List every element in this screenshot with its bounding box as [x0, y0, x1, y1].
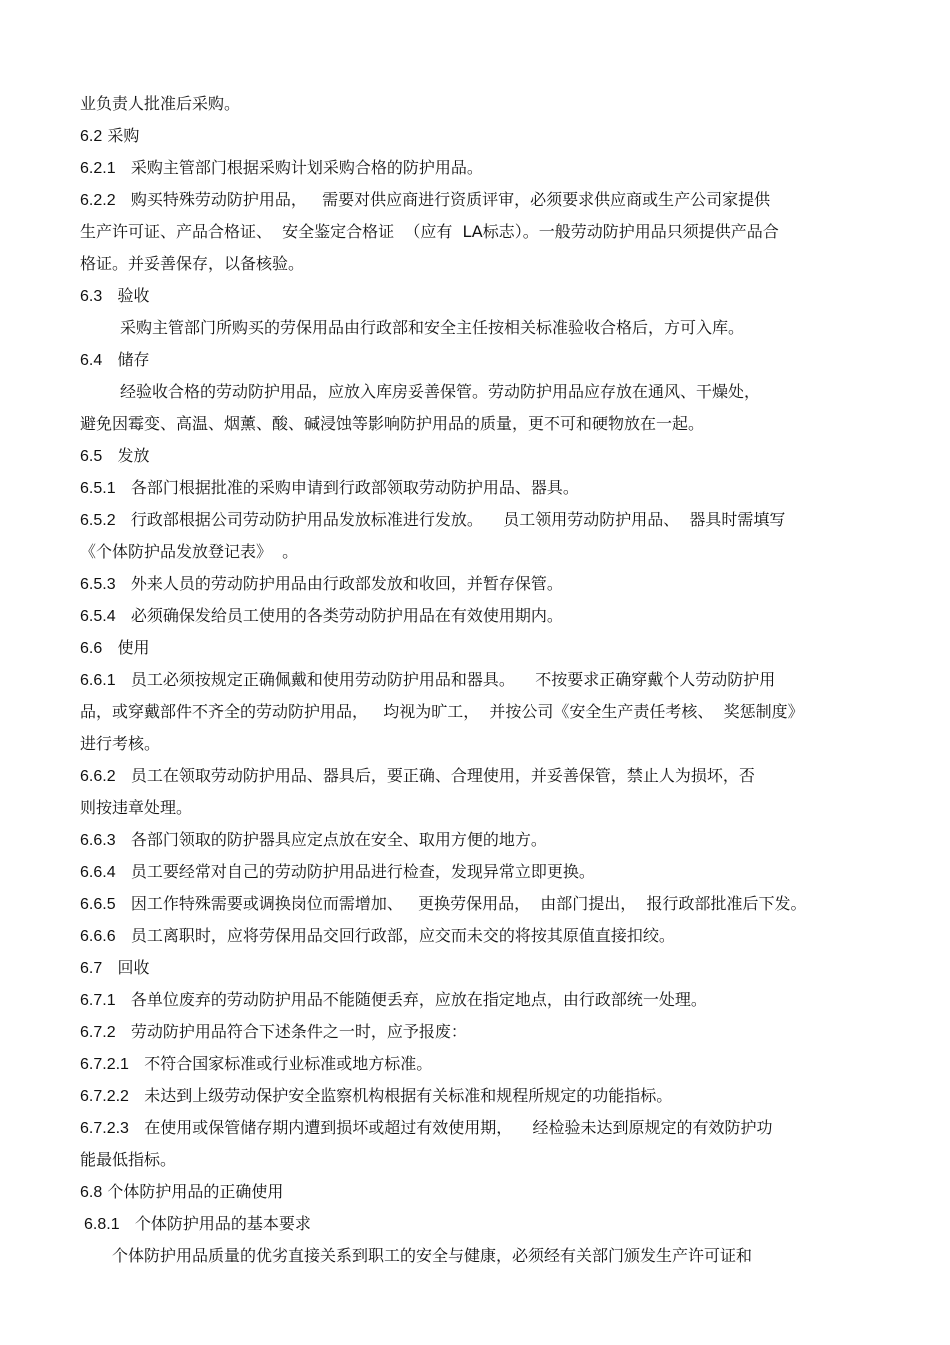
text-line: [80, 952, 880, 984]
section-number: 6.5: [80, 448, 103, 465]
text-line: [80, 216, 880, 248]
line-text: 员工必须按规定正确佩戴和使用劳动防护用品和器具。 不按要求正确穿戴个人劳动防护用: [115, 670, 776, 689]
line-text: 因工作特殊需要或调换岗位而需增加、 更换劳保用品， 由部门提出， 报行政部批准后下发。: [115, 894, 807, 913]
text-line: [80, 152, 880, 184]
section-number: 6.7.2.2: [80, 1088, 129, 1105]
text-line: [80, 504, 880, 536]
section-number: 6.6.4: [80, 864, 116, 881]
line-text: 个体防护用品的基本要求: [119, 1214, 311, 1233]
section-number: 6.6.5: [80, 896, 116, 913]
line-text: 购买特殊劳动防护用品， 需要对供应商进行资质评审，必须要求供应商或生产公司家提供: [115, 190, 771, 209]
line-text: 各部门根据批准的采购申请到行政部领取劳动防护用品、器具。: [115, 478, 579, 497]
text-line: [80, 824, 880, 856]
text-line: [80, 184, 880, 216]
line-text: 员工要经常对自己的劳动防护用品进行检查，发现异常立即更换。: [115, 862, 595, 881]
section-number: 6.6.6: [80, 928, 116, 945]
text-line: [80, 1208, 880, 1240]
section-number: 6.8.1: [84, 1216, 120, 1233]
line-text: 不符合国家标准或行业标准或地方标准。: [128, 1054, 433, 1073]
section-number: 6.5.2: [80, 512, 116, 529]
line-text: 发放: [102, 446, 150, 465]
section-number: 6.4: [80, 352, 103, 369]
text-line: [80, 1016, 880, 1048]
section-number: 6.5.3: [80, 576, 116, 593]
section-number: 6.7: [80, 960, 103, 977]
text-line: [80, 1144, 880, 1176]
section-number: 6.2: [80, 128, 103, 145]
text-line: [80, 376, 880, 408]
line-text: 回收: [102, 958, 150, 977]
line-text: 各单位废弃的劳动防护用品不能随便丢弃，应放在指定地点，由行政部统一处理。: [115, 990, 707, 1009]
text-line: [80, 984, 880, 1016]
text-line: [80, 248, 880, 280]
line-text: 必须确保发给员工使用的各类劳动防护用品在有效使用期内。: [115, 606, 563, 625]
section-number: 6.6: [80, 640, 103, 657]
text-line: [80, 472, 880, 504]
text-line: [80, 792, 880, 824]
section-number: 6.7.2.1: [80, 1056, 129, 1073]
line-text: 各部门领取的防护器具应定点放在安全、取用方便的地方。: [115, 830, 547, 849]
text-line: [80, 760, 880, 792]
line-text: 验收: [102, 286, 150, 305]
section-number: 6.2.2: [80, 192, 116, 209]
line-text: 个体防护用品质量的优劣直接关系到职工的安全与健康，必须经有关部门颁发生产许可证和: [112, 1246, 753, 1265]
text-line: [80, 440, 880, 472]
line-text: 储存: [102, 350, 150, 369]
line-text: 品，或穿戴部件不齐全的劳动防护用品， 均视为旷工， 并按公司《安全生产责任考核、 奖惩制度》: [80, 702, 804, 721]
line-text: 采购主管部门根据采购计划采购合格的防护用品。: [115, 158, 483, 177]
line-text: 员工离职时，应将劳保用品交回行政部，应交而未交的将按其原值直接扣绞。: [115, 926, 675, 945]
line-text: 采购: [102, 126, 140, 145]
section-number: 6.3: [80, 288, 103, 305]
line-text: 进行考核。: [80, 734, 161, 753]
section-number: 6.6.2: [80, 768, 116, 785]
section-number: 6.7.2: [80, 1024, 116, 1041]
text-line: [80, 920, 880, 952]
text-line: [80, 856, 880, 888]
text-line: [80, 280, 880, 312]
section-number: 6.5.4: [80, 608, 116, 625]
text-line: [80, 312, 880, 344]
section-number: 6.8: [80, 1184, 103, 1201]
section-number: 6.7.1: [80, 992, 116, 1009]
line-text: 采购主管部门所购买的劳保用品由行政部和安全主任按相关标准验收合格后，方可入库。: [120, 318, 745, 337]
line-text: 《个体防护品发放登记表》 。: [80, 542, 299, 561]
text-line: [80, 664, 880, 696]
text-line: [80, 1112, 880, 1144]
text-line: [80, 728, 880, 760]
line-text: 外来人员的劳动防护用品由行政部发放和收回，并暂存保管。: [115, 574, 563, 593]
line-text: 避免因霉变、高温、烟薰、酸、碱浸蚀等影响防护用品的质量，更不可和硬物放在一起。: [80, 414, 705, 433]
line-text: 员工在领取劳动防护用品、器具后，要正确、合理使用，并妥善保管，禁止人为损坏，否: [115, 766, 755, 785]
section-number: 6.5.1: [80, 480, 116, 497]
text-line: [80, 88, 880, 120]
text-line: [80, 696, 880, 728]
section-number: 6.7.2.3: [80, 1120, 129, 1137]
line-text: 经验收合格的劳动防护用品，应放入库房妥善保管。劳动防护用品应存放在通风、干燥处，: [120, 382, 761, 401]
line-text: 生产许可证、产品合格证、 安全鉴定合格证 （应有 LA标志）。一般劳动防护用品只须提供产品合: [80, 222, 779, 241]
text-line: [80, 1176, 880, 1208]
text-line: [80, 600, 880, 632]
text-line: [80, 120, 880, 152]
line-text: 业负责人批准后采购。: [80, 94, 241, 113]
text-line: [80, 1048, 880, 1080]
text-line: [80, 344, 880, 376]
line-text: 使用: [102, 638, 150, 657]
line-text: 行政部根据公司劳动防护用品发放标准进行发放。 员工领用劳动防护用品、 器具时需填写: [115, 510, 786, 529]
section-number: 6.6.3: [80, 832, 116, 849]
section-number: 6.2.1: [80, 160, 116, 177]
section-number: 6.6.1: [80, 672, 116, 689]
document-body: [80, 88, 880, 1272]
line-text: 个体防护用品的正确使用: [102, 1182, 284, 1201]
line-text: 劳动防护用品符合下述条件之一时，应予报废：: [115, 1022, 467, 1041]
text-line: [80, 888, 880, 920]
line-text: 格证。并妥善保存，以备核验。: [80, 254, 305, 273]
text-line: [80, 408, 880, 440]
line-text: 则按违章处理。: [80, 798, 193, 817]
text-line: [80, 568, 880, 600]
line-text: 在使用或保管储存期内遭到损坏或超过有效使用期， 经检验未达到原规定的有效防护功: [128, 1118, 773, 1137]
text-line: [80, 632, 880, 664]
text-line: [80, 1080, 880, 1112]
line-text: 能最低指标。: [80, 1150, 177, 1169]
line-text: 未达到上级劳动保护安全监察机构根据有关标准和规程所规定的功能指标。: [128, 1086, 673, 1105]
text-line: [80, 1240, 880, 1272]
text-line: [80, 536, 880, 568]
